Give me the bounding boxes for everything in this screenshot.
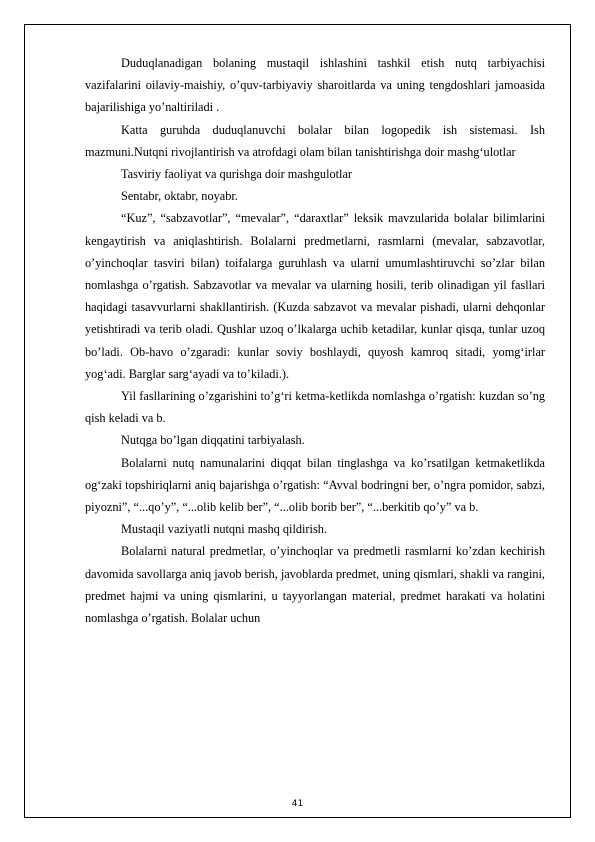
paragraph-9: Mustaqil vaziyatli nutqni mashq qildirish.	[121, 522, 327, 537]
document-body	[85, 52, 545, 629]
paragraph-6: Yil fasllarining o’zgarishini to’g‘ri ketma-ketlikda nomlashga o’rgatish: kuzdan so’ng qish keladi va b.	[85, 389, 545, 426]
paragraph-7: Nutqga bo’lgan diqqatini tarbiyalash.	[121, 433, 305, 448]
paragraph-1: Duduqlanadigan bolaning mustaqil ishlashini tashkil etish nutq tarbiyachisi vazifalarini oilaviy-maishiy, o’quv-tarbiyaviy sharoitlarda va uning tengdoshlari jamoasida bajarilishiga yo’naltiriladi .	[85, 56, 545, 115]
page-number: 41	[291, 799, 304, 809]
paragraph-4: Sentabr, oktabr, noyabr.	[121, 189, 238, 204]
paragraph-2: Katta guruhda duduqlanuvchi bolalar bilan logopedik ish sistemasi. Ish mazmuni.Nutqni rivojlantirish va atrofdagi olam bilan tanishtirishga doir mashg‘ulotlar	[85, 122, 545, 159]
paragraph-3: Tasviriy faoliyat va qurishga doir mashgulotlar	[121, 167, 353, 182]
paragraph-8: Bolalarni nutq namunalarini diqqat bilan tinglashga va ko’rsatilgan ketmaketlikda og‘zaki topshiriqlarni aniq bajarishga o’rgatish: “Avval bodringni ber, o’ngra pomidor, sabzi, piyozni”, “...qo’y”, “...olib kelib ber”, “...olib borib ber”, “...berkitib qo’y” va b.	[85, 455, 545, 515]
paragraph-10: Bolalarni natural predmetlar, o’yinchoqlar va predmetli rasmlarni ko’zdan kechirish davomida savollarga aniq javob berish, javoblarda predmet, uning qismlari, shakli va rangini, predmet hajmi va uning qismlarini, u tayyorlangan material, predmet harakati va holatini nomlashga o’rgatish. Bolalar uchun	[85, 544, 545, 626]
paragraph-5: “Kuz”, “sabzavotlar”, “mevalar”, “daraxtlar” leksik mavzularida bolalar bilimlarini kengaytirish va aniqlashtirish. Bolalarni predmetlarni, rasmlarni (mevalar, sabzavotlar, o’yinchoqlar tasviri bilan) toifalarga guruhlash va ularni umumlashtiruvchi so’zlar bilan nomlashga o’rgatish. Sabzavotlar va mevalar va ularning hosili, terib olinadigan yil fasllari haqidagi tasavvurlarni shakllantirish. (Kuzda sabzavot va mevalar pishadi, ularni dehqonlar yetishtiradi va terib oladi. Qushlar uzoq o’lkalarga uchib ketadilar, kunlar qisqa, tunlar uzoq bo’ladi. Ob-havo o’zgaradi: kunlar soviy boshlaydi, quyosh kamroq sitadi, yomg‘irlar yog‘adi. Barglar sarg‘ayadi va to’kiladi.).	[85, 211, 545, 381]
